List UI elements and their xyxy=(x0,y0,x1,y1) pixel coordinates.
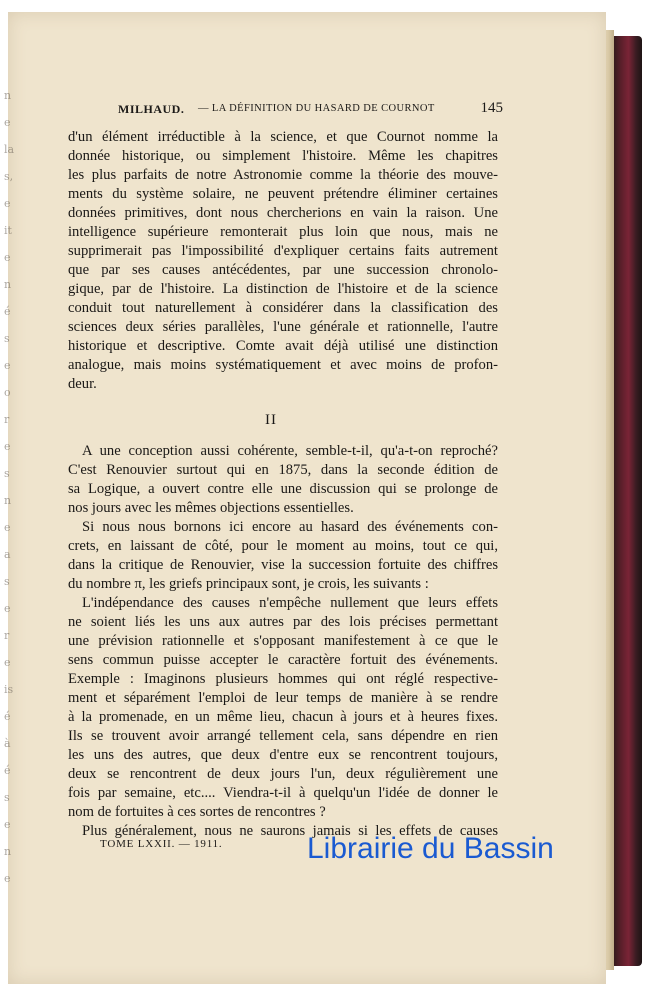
text-line: ments du système solaire, ne peuvent prétendre éliminer certaines xyxy=(68,186,498,202)
text-line: fois par semaine, etc.... Viendra-t-il à quelqu'un l'idée de donner le xyxy=(68,785,498,801)
text-line: les plus parfaits de notre Astronomie comme la théorie des mouve- xyxy=(68,167,498,183)
text-line: historique et descriptive. Comte avait déjà utilisé une distinction xyxy=(68,338,498,354)
text-line: Exemple : Imaginons plusieurs hommes qui ont réglé respective- xyxy=(68,671,498,687)
text-line: A une conception aussi cohérente, semble-t-il, qu'a-t-on reproché? xyxy=(82,443,498,459)
text-line: une prévision rationnelle et s'opposant manifestement à ce que le xyxy=(68,633,498,649)
text-line: sciences deux séries parallèles, l'une générale et rationnelle, l'autre xyxy=(68,319,498,335)
paragraph-2 xyxy=(68,442,498,518)
text-line: données primitives, dont nous chercherions en vain la raison. Une xyxy=(68,205,498,221)
book-spine xyxy=(612,36,642,966)
text-line: d'un élément irréductible à la science, et que Cournot nomme la xyxy=(68,129,498,145)
text-line: dans la critique de Renouvier, vise la succession fortuite des chiffres xyxy=(68,557,498,573)
text-line: Plus généralement, nous ne saurons jamais si les effets de causes xyxy=(82,823,498,839)
page-number: 145 xyxy=(480,100,503,116)
text-line: deux se rencontrent de deux jours l'un, deux régulièrement une xyxy=(68,766,498,782)
section-heading: II xyxy=(265,412,277,428)
text-line: donnée historique, ou simplement l'histoire. Même les chapitres xyxy=(68,148,498,164)
paragraph-1 xyxy=(68,128,498,394)
text-line: conduit tout naturellement à considérer dans la classification des xyxy=(68,300,498,316)
facing-page-bleed: n e la s, e it e n é s e o r e s n e a s e r e is é à é s e n e xyxy=(4,89,15,885)
text-line: C'est Renouvier surtout qui en 1875, dans la seconde édition de xyxy=(68,462,498,478)
text-line: crets, en laissant de côté, pour le moment au moins, tout ce qui, xyxy=(68,538,498,554)
text-line: supprimerait pas l'impossibilité d'expliquer certains faits autrement xyxy=(68,243,498,259)
running-head-author: MILHAUD. xyxy=(118,102,185,116)
text-line: analogue, mais moins systématiquement et avec moins de profon- xyxy=(68,357,498,373)
watermark: Librairie du Bassin xyxy=(307,832,554,865)
text-line: les uns des autres, que deux d'entre eux se rencontrent toujours, xyxy=(68,747,498,763)
text-line: ne soient liés les uns aux autres par des lois précises permettant xyxy=(68,614,498,630)
text-line: intelligence supérieure remonterait plus loin que nous, mais ne xyxy=(68,224,498,240)
text-line: ment et séparément l'emploi de leur temps de manière à se rendre xyxy=(68,690,498,706)
paragraph-4 xyxy=(68,594,498,822)
running-head xyxy=(118,102,503,120)
text-line: nos jours avec les mêmes objections essentielles. xyxy=(68,500,354,516)
text-line: sa Logique, a ouvert contre elle une discussion qui se prolonge de xyxy=(68,481,498,497)
text-line: à la promenade, en un même lieu, chacun à jours et à heures fixes. xyxy=(68,709,498,725)
text-line: que par ses causes antécédentes, par une succession chronolo- xyxy=(68,262,498,278)
text-line: du nombre π, les griefs principaux sont, je crois, les suivants : xyxy=(68,576,429,592)
paragraph-3 xyxy=(68,518,498,594)
text-line: deur. xyxy=(68,376,97,392)
text-line: gique, par de l'histoire. La distinction de l'histoire et de la science xyxy=(68,281,498,297)
text-line: nom de fortuites à ces sortes de rencontres ? xyxy=(68,804,326,820)
text-line: sens commun puisse accepter le caractère fortuit des événements. xyxy=(68,652,498,668)
text-line: L'indépendance des causes n'empêche nullement que leurs effets xyxy=(82,595,498,611)
text-line: Si nous nous bornons ici encore au hasard des événements con- xyxy=(82,519,498,535)
volume-footer: TOME LXXII. — 1911. xyxy=(100,838,223,850)
running-head-title: — LA DÉFINITION DU HASARD DE COURNOT xyxy=(198,103,435,114)
text-line: Ils se trouvent avoir arrangé tellement cela, sans dépendre en rien xyxy=(68,728,498,744)
